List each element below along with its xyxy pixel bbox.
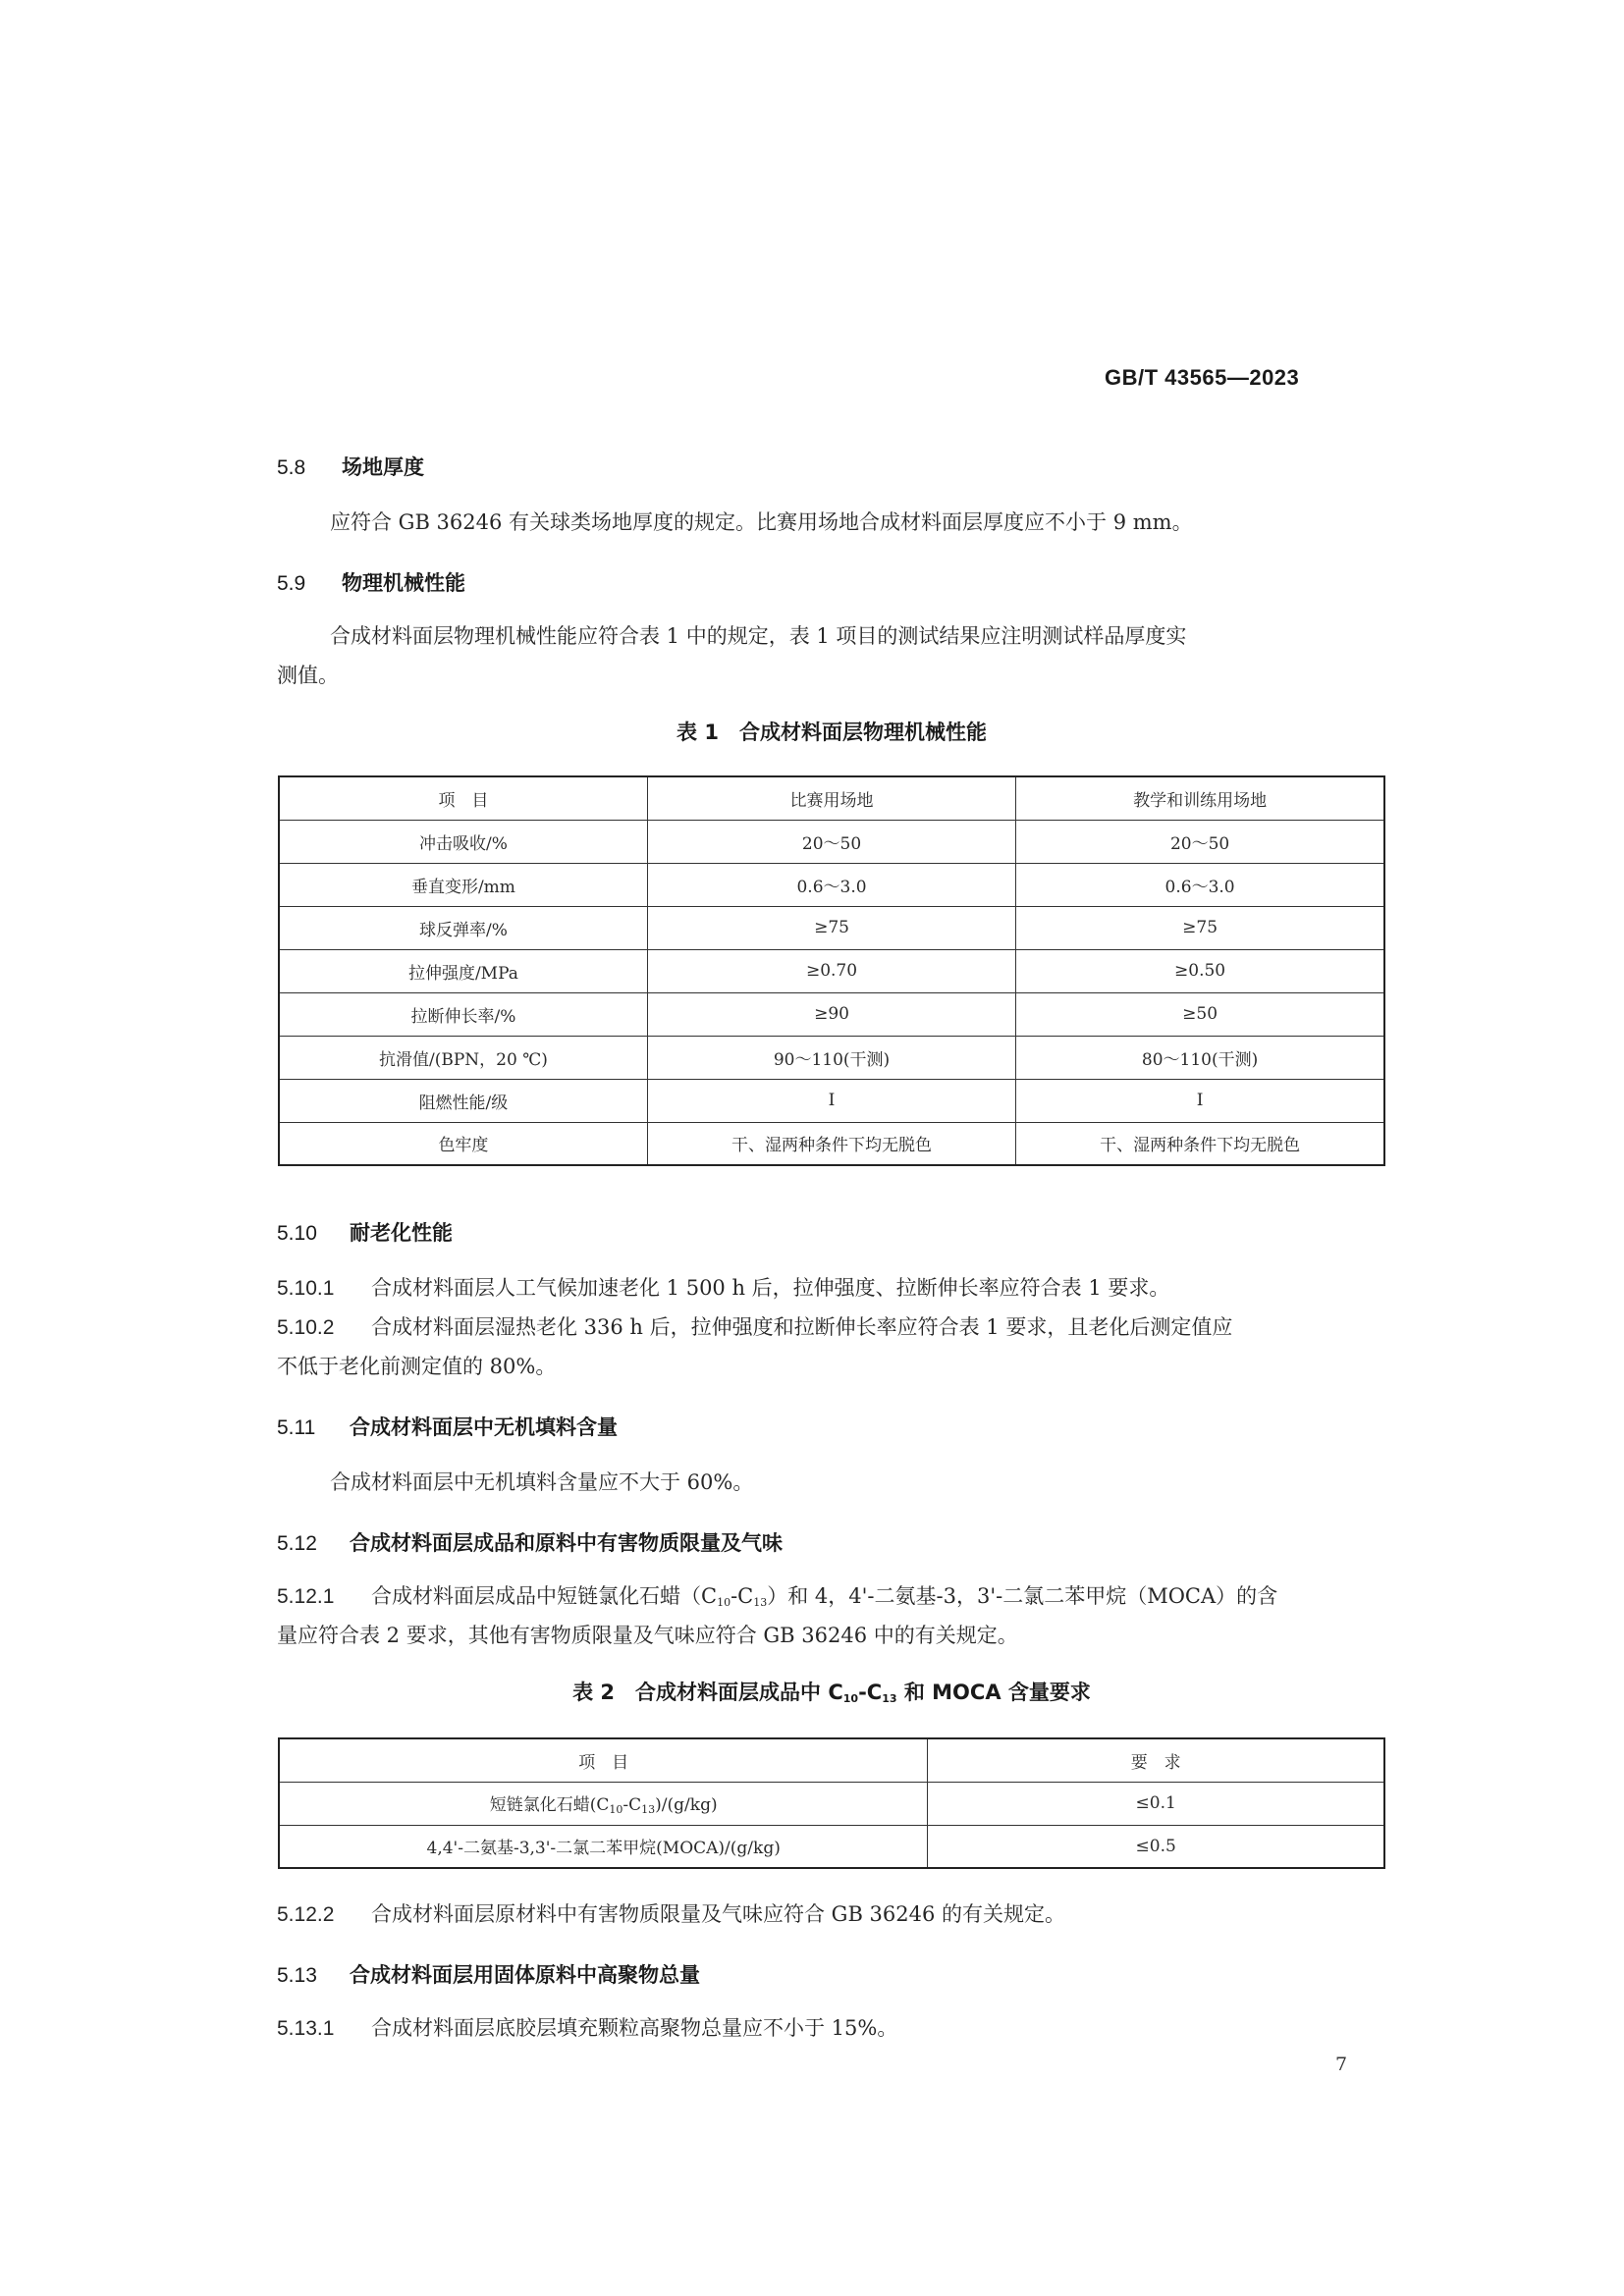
table-cell: ≥75 (647, 906, 1015, 949)
standard-number: GB/T 43565—2023 (1105, 365, 1300, 390)
paragraph-5-11: 合成材料面层中无机填料含量应不大于 60%。 (330, 1470, 754, 1494)
section-number: 5.13 (277, 1964, 317, 1987)
section-number: 5.8 (277, 456, 306, 479)
table-row (279, 949, 1384, 992)
clause-text: 合成材料面层人工气候加速老化 1 500 h 后，拉伸强度、拉断伸长率应符合表 1 要求。 (371, 1276, 1170, 1300)
table-cell: 拉伸强度/MPa (279, 949, 647, 992)
paragraph-5-9-line1: 合成材料面层物理机械性能应符合表 1 中的规定，表 1 项目的测试结果应注明测试样品厚度实 (330, 624, 1187, 648)
clause-text: ）和 4，4'-二氨基-3，3'-二氯二苯甲烷（MOCA）的含 (767, 1584, 1278, 1608)
paragraph-5-12-1-line2: 量应符合表 2 要求，其他有害物质限量及气味应符合 GB 36246 中的有关规定。 (277, 1624, 1018, 1647)
table-cell: 90～110(干测) (647, 1036, 1015, 1079)
heading-5-13 (277, 1959, 700, 1989)
table-cell: 冲击吸收/% (279, 820, 647, 863)
subscript: 13 (753, 1596, 768, 1609)
table-cell: 4,4'-二氨基-3,3'-二氯二苯甲烷(MOCA)/(g/kg) (279, 1825, 928, 1868)
table1 (278, 775, 1385, 1166)
section-number: 5.10 (277, 1222, 317, 1245)
table-cell: 垂直变形/mm (279, 863, 647, 906)
table-cell: Ⅰ (647, 1079, 1015, 1122)
clause-text: 合成材料面层湿热老化 336 h 后，拉伸强度和拉断伸长率应符合表 1 要求，且老化后测定值应 (371, 1315, 1233, 1339)
paragraph-5-10-2-line2: 不低于老化前测定值的 80%。 (277, 1355, 557, 1378)
cell-text: )/(g/kg) (655, 1795, 718, 1815)
table-cell: 20～50 (647, 820, 1015, 863)
paragraph-5-10-2-line1 (277, 1308, 1232, 1348)
heading-5-10 (277, 1217, 453, 1247)
table-row (279, 1825, 1384, 1868)
table-cell: ≤0.5 (928, 1825, 1384, 1868)
table-cell: 抗滑值/(BPN，20 ℃) (279, 1036, 647, 1079)
clause-number: 5.10.2 (277, 1316, 335, 1339)
paragraph-5-8: 应符合 GB 36246 有关球类场地厚度的规定。比赛用场地合成材料面层厚度应不小于 9 mm。 (330, 510, 1193, 534)
clause-text: 合成材料面层成品中短链氯化石蜡（C (371, 1584, 718, 1608)
table-row (279, 863, 1384, 906)
table-cell: 色牢度 (279, 1122, 647, 1165)
clause-text: 合成材料面层原材料中有害物质限量及气味应符合 GB 36246 的有关规定。 (371, 1902, 1066, 1926)
clause-text: 合成材料面层底胶层填充颗粒高聚物总量应不小于 15%。 (371, 2016, 898, 2040)
table2-caption (277, 1677, 1386, 1706)
clause-text: -C (731, 1584, 754, 1608)
paragraph-5-9-line2: 测值。 (277, 664, 339, 687)
section-number: 5.12 (277, 1532, 317, 1555)
table-row (279, 1122, 1384, 1165)
subscript: 10 (717, 1596, 731, 1609)
table-row (279, 820, 1384, 863)
clause-number: 5.13.1 (277, 2017, 335, 2040)
table-cell: ≥0.50 (1016, 949, 1384, 992)
table2 (278, 1737, 1385, 1869)
table-cell: ≤0.1 (928, 1782, 1384, 1825)
table-cell: ≥0.70 (647, 949, 1015, 992)
table2-header-cell: 项 目 (279, 1738, 928, 1782)
table-row (279, 1036, 1384, 1079)
table-cell: 干、湿两种条件下均无脱色 (1016, 1122, 1384, 1165)
table1-header-cell: 比赛用场地 (647, 776, 1015, 820)
table2-header-row (279, 1738, 1384, 1782)
subscript: 13 (641, 1803, 656, 1816)
table-cell: 0.6～3.0 (1016, 863, 1384, 906)
paragraph-5-13-1 (277, 2008, 897, 2049)
paragraph-5-10-1 (277, 1268, 1169, 1308)
table-row (279, 1079, 1384, 1122)
section-title: 合成材料面层中无机填料含量 (350, 1415, 618, 1439)
clause-number: 5.12.2 (277, 1903, 335, 1926)
table-row (279, 992, 1384, 1036)
page-number: 7 (1335, 2054, 1348, 2075)
section-number: 5.11 (277, 1416, 316, 1439)
heading-5-11 (277, 1412, 618, 1441)
table-row (279, 1782, 1384, 1825)
clause-number: 5.10.1 (277, 1277, 335, 1300)
section-title: 合成材料面层成品和原料中有害物质限量及气味 (350, 1531, 783, 1555)
subscript: 10 (609, 1803, 623, 1816)
table1-header-cell: 项 目 (279, 776, 647, 820)
subscript: 10 (842, 1692, 859, 1705)
table-cell: 拉断伸长率/% (279, 992, 647, 1036)
paragraph-5-12-2 (277, 1895, 1065, 1935)
caption-text: -C (858, 1681, 883, 1704)
section-title: 场地厚度 (342, 455, 424, 479)
table-cell: 80～110(干测) (1016, 1036, 1384, 1079)
cell-text: 短链氯化石蜡(C (489, 1795, 610, 1815)
caption-text: 和 MOCA 含量要求 (896, 1681, 1091, 1704)
heading-5-8 (277, 452, 424, 481)
cell-text: -C (623, 1795, 642, 1815)
table-cell: 0.6～3.0 (647, 863, 1015, 906)
table1-header-row (279, 776, 1384, 820)
table-cell: 球反弹率/% (279, 906, 647, 949)
table-cell: ≥50 (1016, 992, 1384, 1036)
table-cell: ≥90 (647, 992, 1015, 1036)
table-cell (279, 1782, 928, 1825)
table-cell: ≥75 (1016, 906, 1384, 949)
table-cell: Ⅰ (1016, 1079, 1384, 1122)
table-cell: 20～50 (1016, 820, 1384, 863)
table1-header-cell: 教学和训练用场地 (1016, 776, 1384, 820)
table2-header-cell: 要 求 (928, 1738, 1384, 1782)
section-title: 物理机械性能 (342, 571, 465, 595)
heading-5-12 (277, 1527, 783, 1557)
subscript: 13 (882, 1692, 897, 1705)
table-row (279, 906, 1384, 949)
heading-5-9 (277, 567, 465, 597)
section-title: 耐老化性能 (350, 1221, 453, 1245)
section-title: 合成材料面层用固体原料中高聚物总量 (350, 1963, 700, 1987)
table-cell: 阻燃性能/级 (279, 1079, 647, 1122)
clause-number: 5.12.1 (277, 1585, 335, 1608)
section-number: 5.9 (277, 572, 306, 595)
table-cell: 干、湿两种条件下均无脱色 (647, 1122, 1015, 1165)
caption-text: 表 2 合成材料面层成品中 C (572, 1681, 843, 1704)
table1-caption: 表 1 合成材料面层物理机械性能 (677, 721, 987, 744)
